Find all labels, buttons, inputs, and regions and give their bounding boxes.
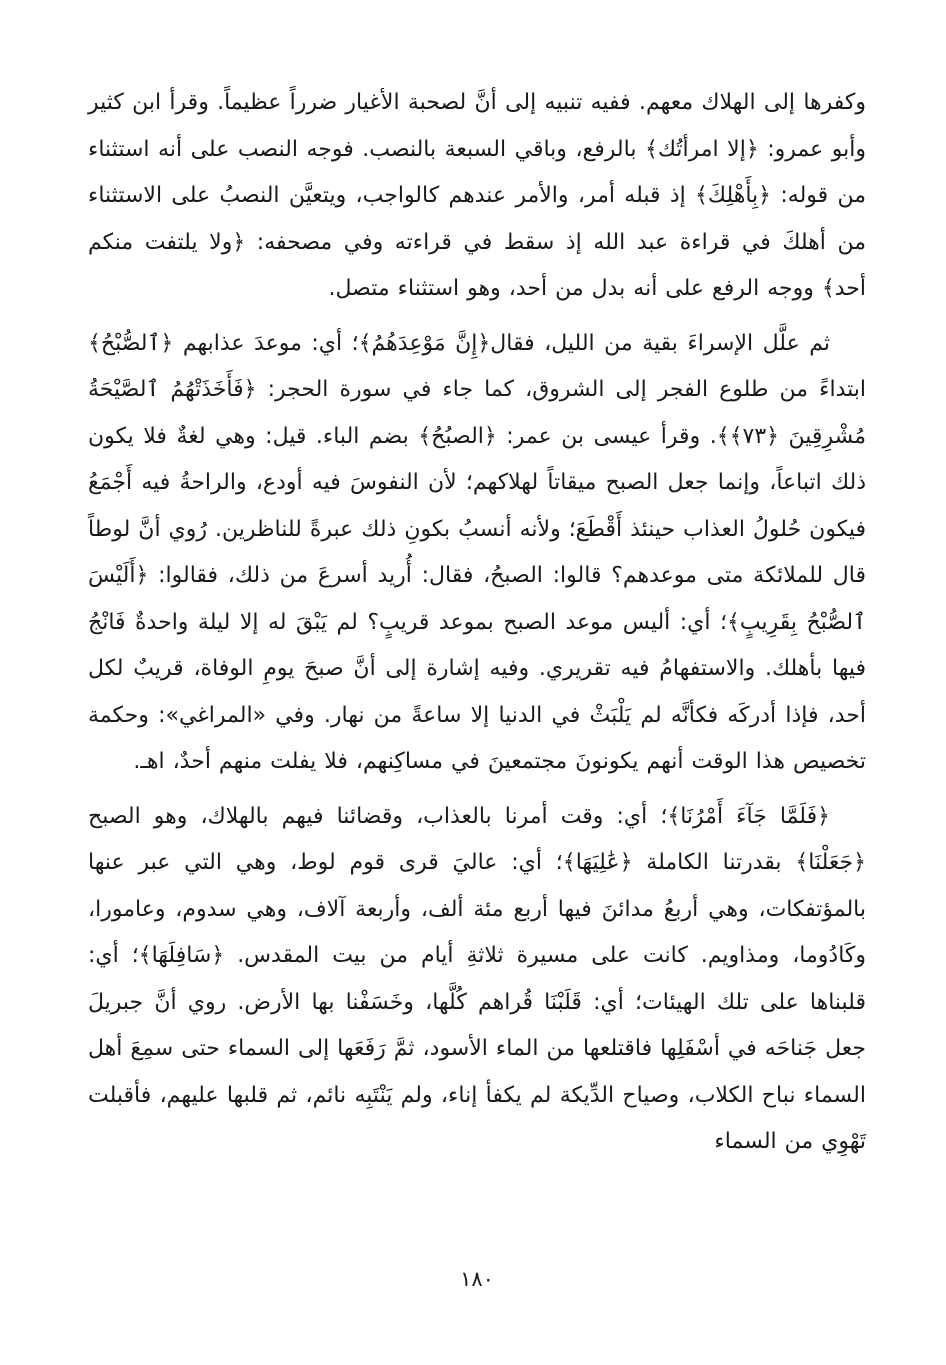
paragraph-1: وكفرها إلى الهلاك معهم. ففيه تنبيه إلى أنَّ لصحبة الأغيار ضرراً عظيماً. وقرأ ابن كثير وأبو عمرو: ﴿إلا امرأتُك﴾ بالرفع، وباقي السبعة بالنصب. فوجه النصب على أنه استثناء من قوله: ﴿بِأَهْلِكَ﴾ إذ قبله أمر، والأمر عندهم كالواجب، ويتعيَّن النصبُ على الاستثناء من أهلكَ في قراءة عبد الله إذ سقط في قراءته وفي مصحفه: ﴿ولا يلتفت منكم أحد﴾ ووجه الرفع على أنه بدل من أحد، وهو استثناء متصل.	[88, 90, 866, 301]
book-page	[88, 80, 866, 1340]
paragraph-2: ثم علَّل الإسراءَ بقية من الليل، فقال﴿إِنَّ مَوْعِدَهُمُ﴾؛ أي: موعدَ عذابهم ﴿ٱلصُّبْحُ﴾ ابتداءً من طلوع الفجر إلى الشروق، كما جاء في سورة الحجر: ﴿فَأَخَذَتْهُمُ ٱلصَّيْحَةُ مُشْرِقِينَ ﴿٧٣﴾﴾. وقرأ عيسى بن عمر: ﴿الصبُحُ﴾ بضم الباء. قيل: وهي لغةٌ فلا يكون ذلك اتباعاً، وإنما جعل الصبح ميقاتاً لهلاكهم؛ لأن النفوسَ فيه أودع، والراحةُ فيه أَجْمَعُ فيكون حُلولُ العذاب حينئذ أَقْطَعَ؛ ولأنه أنسبُ بكونِ ذلك عبرةً للناظرين. رُوي أنَّ لوطاً قال للملائكة متى موعدهم؟ قالوا: الصبحُ، فقال: أُريد أسرعَ من ذلك، فقالوا: ﴿أَلَيْسَ ٱلصُّبْحُ بِقَرِيبٍ﴾؛ أي: أليس موعد الصبح بموعد قريبٍ؟ لم يَبْقَ له إلا ليلة واحدةٌ فَانْجُ فيها بأهلك. والاستفهامُ فيه تقريري. وفيه إشارة إلى أنَّ صبحَ يومِ الوفاة، قريبٌ لكل أحد، فإذا أدركَه فكأنَّه لم يَلْبَثْ في الدنيا إلا ساعةً من نهار. وفي «المراغي»: وحكمة تخصيص هذا الوقت أنهم يكونونَ مجتمعينَ في مساكِنهم، فلا يفلت منهم أحدٌ، اهـ.	[88, 330, 866, 774]
page-number: ١٨٠	[460, 1267, 494, 1291]
paragraph-3: ﴿فَلَمَّا جَآءَ أَمْرُنَا﴾؛ أي: وقت أمرنا بالعذاب، وقضائنا فيهم بالهلاك، وهو الصبح ﴿جَعَلْنَا﴾ بقدرتنا الكاملة ﴿عَٰلِيَهَا﴾؛ أي: عاليَ قرى قوم لوط، وهي التي عبر عنها بالمؤتفكات، وهي أربعُ مدائنَ فيها أربع مئة ألف، وأربعة آلاف، وهي سدوم، وعامورا، وكَادُوما، ومذاويم. كانت على مسيرة ثلاثةِ أيام من بيت المقدس. ﴿سَافِلَهَا﴾؛ أي: قلبناها على تلك الهيئات؛ أي: قَلَبْنَا قُراهم كُلَّها، وخَسَفْنا بها الأرض. روي أنَّ جبريلَ جعل جَناحَه في أسْفَلِها فاقتلعها من الماء الأسود، ثمَّ رَفَعَها إلى السماء حتى سمِعَ أهل السماء نباح الكلاب، وصياح الدِّيكة لم يكفأ إناء، ولم يَنْتَبِه نائم، ثم قلبها عليهم، فأقبلت تَهْوِي من السماء	[88, 803, 866, 1154]
